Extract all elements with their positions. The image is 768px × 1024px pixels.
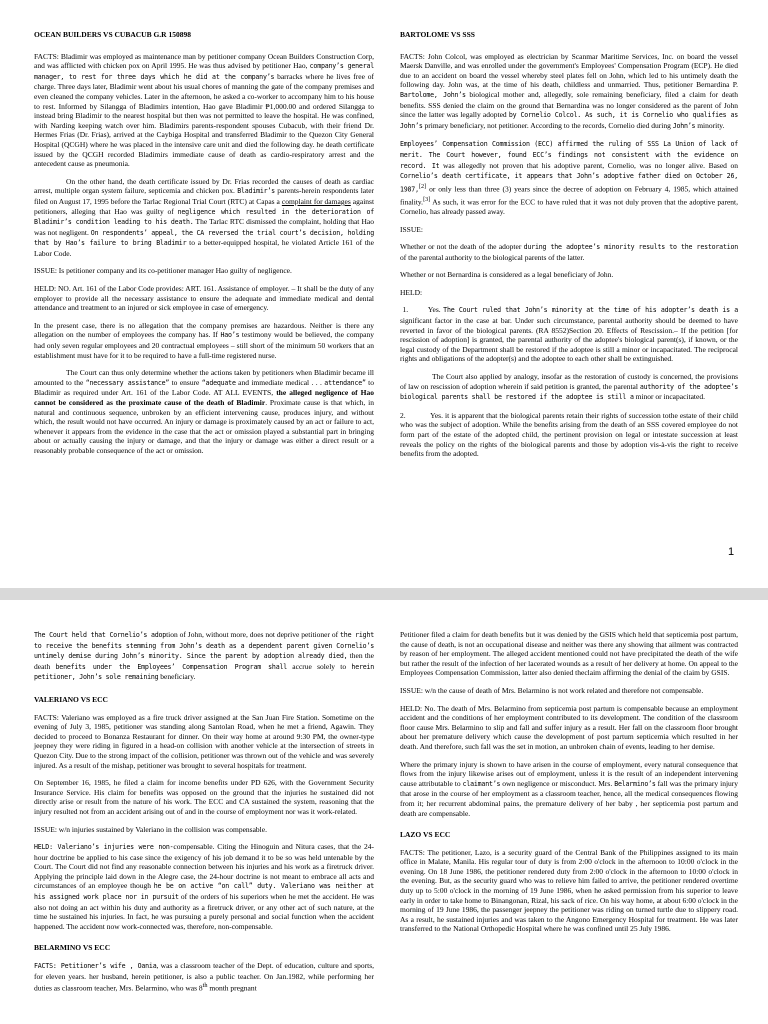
page-separator [0,588,768,600]
valeriano-claim: On September 16, 1985, he filed a claim for income benefits under PD 626, with the Government Security Insurance Service. His claim for benefits was opposed on the ground that the injuries he sustained did not directly arise or result from the nature of his work. The ECC and CA sustained the system, reasoning that the injury resulted not from an accident arising out of and in the course of employment nor was it work-related. [34,778,374,816]
valeriano-issue: ISSUE: w/n injuries sustained by Valeriano in the collision was compensable. [34,824,267,834]
ecc-paragraph: Employees’ Compensation Commission (ECC) affirmed the ruling of SSS La Union of lack of merit. The Court however, found ECC’s findings not consistent with the evidence on record. It was allegedly not proven that his adoptive parent, Cornelio, was no longer alive. Based on Cornelio’s death certificate, it appears that John’s adoptive father died on October 26, 1987,[2] or only less than three (3) years since the decree of adoption on February 4, 1985, which attained finality.[3] As such, it was error for the ECC to have ruled that it was not duly proven that the adoptive parent, Cornelio, has already passed away. [400,140,739,216]
case-title-bartolome: BARTOLOME VS SSS [400,30,475,39]
page-number: 1 [728,546,735,558]
held-paragraph: HELD: NO. Art. 161 of the Labor Code provides: ART. 161. Assistance of employer. – It shall be the duty of any employer to provide all the necessary assistance to ensure the adequate and immediate medical and dental attendance and treatment to an injured or sick employee in case of emergency. [34,284,374,313]
case-title-belarmino: BELARMINO VS ECC [34,943,111,953]
footnote-ref[interactable]: [3] [423,195,431,203]
right-column [400,630,738,942]
facts-paragraph: FACTS: Bladimir was employed as maintenance man by petitioner company Ocean Builders Construction Corp, and was afflicted with chicken pox on April 1995. He was thus advised by petitioner Hao, company’s general manager, to rest for three days which he did at the company’s barracks where he lives free of charge. Three days later, Bladimir went about his usual chores of manning the gate of the company premises and even cleaned the company vehicles. Later in the afternoon, he asked a co-worker to accompany him to his house to rest. Informed by Silangga of Bladimirs intention, Hao gave Bladimir ₱1,000.00 and ordered Silangga to instead bring Bladimir to the nearest hospital but then was not permitted to leave the hospital. He was confined, with Narding keeping watch over him. Bladimirs parents-respondent spouses Cubacub, with their friend Dr. Hermes Frias (Dr. Frias), arrived at the Caybiga Hospital and transferred Bladimir to the Quezon City General Hospital (QCGH) where he was placed in the intensive care unit and died the following day. he death certificate issued by the QCGH recorded Bladimirs immediate cause of death as cardio-respiratory arrest and the antecedent cause as pneumonia. [34,51,375,169]
present-case-paragraph: In the present case, there is no allegation that the company premises are hazardous. Neither is there any allegation on the number of employees the company has. If Hao’s testimony would be believed, the company had only seven regular employees and 20 contractual employees – still short of the minimum 50 workers that an establishment must have for it to be required to have a full-time registered nurse. [34,320,375,360]
left-column [34,630,374,1001]
case-title-ocean-builders: OCEAN BUILDERS VS CUBACUB G.R 150898 [34,30,191,39]
belarmino-facts: FACTS: Petitioner’s wife , Oania, was a classroom teacher of the Dept. of education, culture and sports, for eleven years. her husband, herein petitioner, is also a public teacher. On Jan.1982, while performing her duties as classroom teacher, Mrs. Belarmino, who was 8th month pregnant [34,961,374,993]
left-column [34,30,374,464]
issue-2: Whether or not Bernardina is considered as a legal beneficiary of John. [400,270,614,280]
other-hand-paragraph: On the other hand, the death certificate issued by Dr. Frias recorded the causes of death as cardiac arrest, multiple organ system failure, septicemia and chicken pox. Bladimir’s parents-herein respondents later filed on August 17, 1995 before the Tarlac Regional Trial Court (RTC) at Capas a complaint for damages against petitioners, alleging that Hao was guilty of negligence which resulted in the deterioration of Bladimir’s condition leading to his death. The Tarlac RTC dismissed the complaint, holding that Hao was not negligent. On respondents’ appeal, the CA reversed the trial court’s decision, holding that by Hao’s failure to bring Bladimir to a better-equipped hospital, he violated Article 161 of the Labor Code. [34,176,375,258]
issue-1: Whether or not the death of the adopter during the adoptee’s minority results to the restoration of the parental authority to the biological parents of the latter. [400,242,739,262]
facts-paragraph: FACTS: John Colcol, was employed as electrician by Scanmar Maritime Services, Inc. on board the vessel Maersk Danville, and was enrolled under the government's Employees' Compensation Program (ECP). He died due to an accident on board the vessel whereby steel plates fell on John, which led to his untimely death the following day. John was, at the time of his death, childless and unmarried. Thus, petitioner Bernardina P. Bartolome, John’s biological mother and, allegedly, sole remaining beneficiary, filed a claim for death benefits. SSS denied the claim on the ground that Bernardina was no longer considered as the parent of John since the latter was legally adopted by Cornelio Colcol. As such, it is Cornelio who qualifies as John’s primary beneficiary, not petitioner. According to the records, Cornelio died during John’s minority. [400,51,739,130]
case-title-lazo: LAZO VS ECC [400,830,451,840]
gsis-paragraph: Petitioner filed a claim for death benefits but it was denied by the GSIS which held that septicemia post partum, the cause of death, is not an occupational disease and neither was there any showing that ailment was contracted by reason of her employment. The alleged accident mentioned could not have precipitated the death of the wife but rather the result of the infection of her lacerated wounds as a result of her delivery at home. On appeal to the Employees Compensation Commission, latter also denied theclaim affirming the denial of the claim by GSIS. [400,630,738,678]
held-1: 1. Yes. The Court ruled that John’s minority at the time of his adopter’s death is a significant factor in the case at bar. Under such circumstance, parental authority should be deemed to have reverted in favor of the biological parents. (RA 8552)Section 20. Effects of Rescission.– If the petition [for rescission of adoption] is granted, the parental authority of the adoptee's biological parent(s), if known, or the legal custody of the Department shall be restored if the adoptee is still a minor or incapacitated. The reciprocal rights and obligations of the adopter(s) and the adoptee to each other shall be extinguished. [400,305,739,364]
continuation-paragraph: The Court held that Cornelio’s adoption of John, without more, does not deprive petitioner of the right to receive the benefits stemming from John’s death as a dependent parent given Cornelio’s untimely demise during John’s minority. Since the parent by adoption already died, then the death benefits under the Employees’ Compensation Program shall accrue solely to herein petitioner, John’s sole remaining beneficiary. [34,630,375,682]
court-paragraph: The Court can thus only determine whether the actions taken by petitioners when Bladimir became ill amounted to the “necessary assistance” to ensure “adequate and immediate medical . . . attendance” to Bladimir as required under Art. 161 of the Labor Code. AT ALL EVENTS, the alleged negligence of Hao cannot be considered as the proximate cause of the death of Bladimir. Proximate cause is that which, in natural and continuous sequence, unbroken by an efficient intervening cause, produces injury, and without which, the result would not have occurred. An injury or damage is proximately caused by an act or failure to act, whenever it appears from the evidence in the case that the act or omission played a substantial part in bringing about or actually causing the injury or damage, and that the injury or damage was either a direct result or a reasonably probable consequence of the act or omission. [34,368,374,455]
right-column [400,30,738,467]
belarmino-issue: ISSUE: w/n the cause of death of Mrs. Belarmino is not work related and therefore not compensable. [400,685,704,695]
held-label: HELD: [400,287,423,297]
issue-label: ISSUE: [400,224,423,234]
valeriano-facts: FACTS: Valeriano was employed as a fire truck driver assigned at the San Juan Fire Station. Sometime on the evening of July 3, 1985, petitioner was standing along Santolan Road, when he met a friend, Agawin. They decided to proceed to Bonanza Restaurant for dinner. On their way home at around 9:30 PM, the owner-type jeepney they were riding in figured in a head-on collision with another vehicle at the intersection of streets in Quezon City. Due to the strong impact of the collision, petitioner was thrown out of the vehicle and was severely injured. As a result of the mishap, petitioner was brought to several hospitals for treatment. [34,712,374,770]
case-title-valeriano: VALERIANO VS ECC [34,694,108,704]
belarmino-held: HELD: No. The death of Mrs. Belarmino from septicemia post partum is compensable because an employment accident and the conditions of her employment contributed to its development. The condition of the classroom floor cause Mrs. Belarmino to slip and fall and suffer injury as a result. Her fall on the classroom floor brought about her premature delivery which cause the development of post partum septicemia which resulted in her death. And therefore, such fall was the set in motion, an unbroken chain of events, leading to her demise. [400,703,738,751]
lazo-facts: FACTS: The petitioner, Lazo, is a security guard of the Central Bank of the Philippines assigned to its main office in Malate, Manila. His regular tour of duty is from 2:00 o'clock in the afternoon to 10:00 o'clock in the evening. On 18 June 1986, the petitioner rendered duty from 2:00 o'clock in the afternoon to 10:00 o'clock in the evening. But, as the security guard who was to relieve him failed to arrive, the petitioner rendered overtime duty up to 5:00 o'clock in the morning of 19 June 1986, when he asked permission from his superior to leave early in order to take home to Binangonan, Rizal, his sack of rice. On his way home, at about 6:00 o'clock in the morning of 19 June 1986, the passenger jeepney the petitioner was riding on turned turtle due to slippery road. As a result, he sustained injuries and was taken to the Angono Emergency Hospital for treatment. He was later transferred to the National Orthopedic Hospital where he was confined until 25 July 1986. [400,847,738,934]
analogy-paragraph: The Court also applied by analogy, insofar as the restoration of custody is concerned, the provisions of law on rescission of adoption wherein if said petition is granted, the parental authority of the adoptee’s biological parents shall be restored if the adoptee is still a minor or incapacitated. [400,372,739,402]
held-2: 2. Yes. it is apparent that the biological parents retain their rights of succession tothe estate of their child who was the subject of adoption. While the benefits arising from the death of an SSS covered employee do not form part of the estate of the adopted child, the pertinent provision on legal or intestate succession at least reveals the policy on the rights of the biological parents and those by adoption vis-à-vis the right to receive benefits from the adopted. [400,410,739,459]
issue-paragraph: ISSUE: Is petitioner company and its co-petitioner manager Hao guilty of negligence. [34,266,292,276]
footnote-ref[interactable]: [2] [418,182,427,190]
primary-injury-paragraph: Where the primary injury is shown to have arisen in the course of employment, every natural consequence that flows from the injury likewise arises out of employment, unless it is the result of an independent intervening cause attributable to claimant’s own negligence or misconduct. Mrs. Belarmino’s fall was the primary injury that arose in the course of her employment as a classroom teacher, hence, all the medical consequences flowing from it; her recurrent abdominal pains, the premature delivery of her baby , her septicemia post partum and death are compensable. [400,759,739,818]
valeriano-held: HELD: Valeriano’s injuries were non-compensable. Citing the Hinoguin and Nitura cases, that the 24-hour doctrine be applied to his case since the exigency of his job demand it to be so was held untenable by the Court. The Court did not find any reasonable connection between his injuries and his work as a firetruck driver. Applying the principle laid down in the Alegre case, the 24-hour doctrine is not meant to embrace all acts and circumstances of an employee though he be on active “on call” duty. Valeriano was neither at his assigned work place nor in pursuit of the orders of his superiors when he met the accident. He was also not doing an act within his duty and authority as a firetruck driver, or any other act of such nature, at the time he sustained his injuries. In fact, he was pursuing a purely personal and social function when the accident happened. The accident now work-connected was, therefore, non-compensable. [34,842,375,931]
document-page-2 [0,600,768,1024]
